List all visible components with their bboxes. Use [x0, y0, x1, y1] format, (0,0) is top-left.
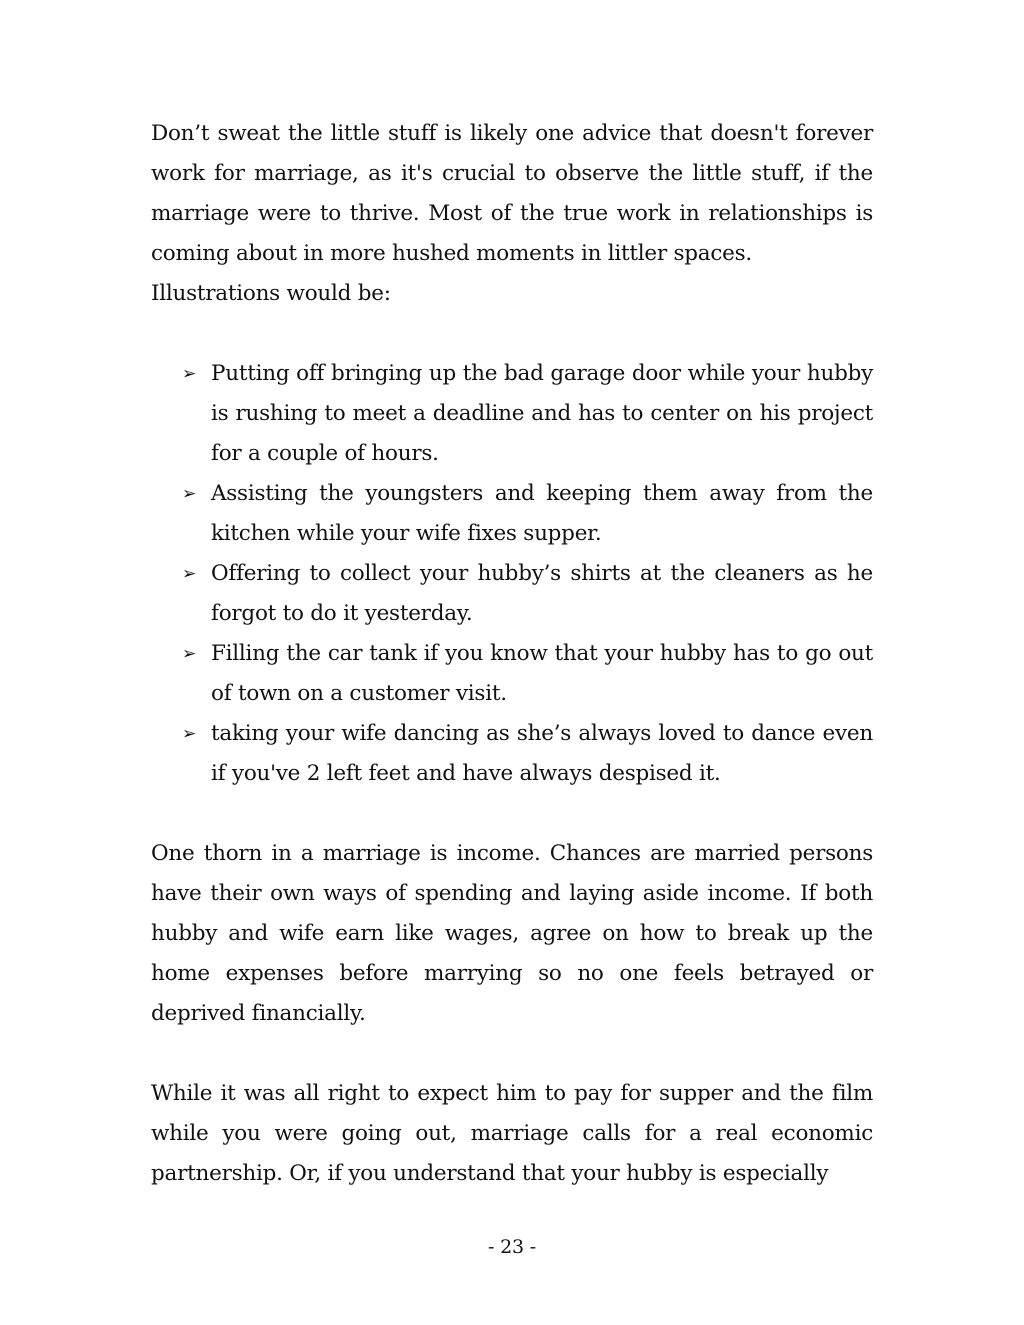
spacer [151, 794, 873, 834]
list-item-text: Filling the car tank if you know that your hubby has to go out of town on a customer visit. [211, 641, 873, 706]
arrowhead-bullet-icon: ➢ [182, 644, 196, 664]
paragraph-partnership: While it was all right to expect him to pay for supper and the film while you were going out, marriage calls for a real economic partnership. Or, if you understand that your hubby is especially [151, 1081, 873, 1186]
list-item-text: Offering to collect your hubby’s shirts at the cleaners as he forgot to do it yesterday. [211, 561, 873, 626]
spacer [151, 1034, 873, 1074]
page-number: - 23 - [488, 1236, 536, 1258]
document-body [151, 114, 873, 1194]
illustrations-list [151, 354, 873, 794]
arrowhead-bullet-icon: ➢ [182, 484, 196, 504]
paragraph-little-stuff: Don’t sweat the little stuff is likely one advice that doesn't forever work for marriage, as it's crucial to observe the little stuff, if the marriage were to thrive. Most of the true work in relationships is coming about in more hushed moments in littler spaces. [151, 121, 873, 266]
arrowhead-bullet-icon: ➢ [182, 364, 196, 384]
list-item-text: Assisting the youngsters and keeping them away from the kitchen while your wife fixes supper. [211, 481, 873, 546]
list-item-text: taking your wife dancing as she’s always loved to dance even if you've 2 left feet and have always despised it. [211, 721, 873, 786]
list-item [151, 474, 873, 554]
list-item [151, 714, 873, 794]
list-item [151, 354, 873, 474]
spacer [151, 314, 873, 354]
paragraph-income: One thorn in a marriage is income. Chances are married persons have their own ways of spending and laying aside income. If both hubby and wife earn like wages, agree on how to break up the home expenses before marrying so no one feels betrayed or deprived financially. [151, 841, 873, 1026]
arrowhead-bullet-icon: ➢ [182, 724, 196, 744]
list-item [151, 634, 873, 714]
arrowhead-bullet-icon: ➢ [182, 564, 196, 584]
list-item-text: Putting off bringing up the bad garage door while your hubby is rushing to meet a deadline and has to center on his project for a couple of hours. [211, 361, 873, 466]
illustrations-intro: Illustrations would be: [151, 281, 391, 306]
list-item [151, 554, 873, 634]
